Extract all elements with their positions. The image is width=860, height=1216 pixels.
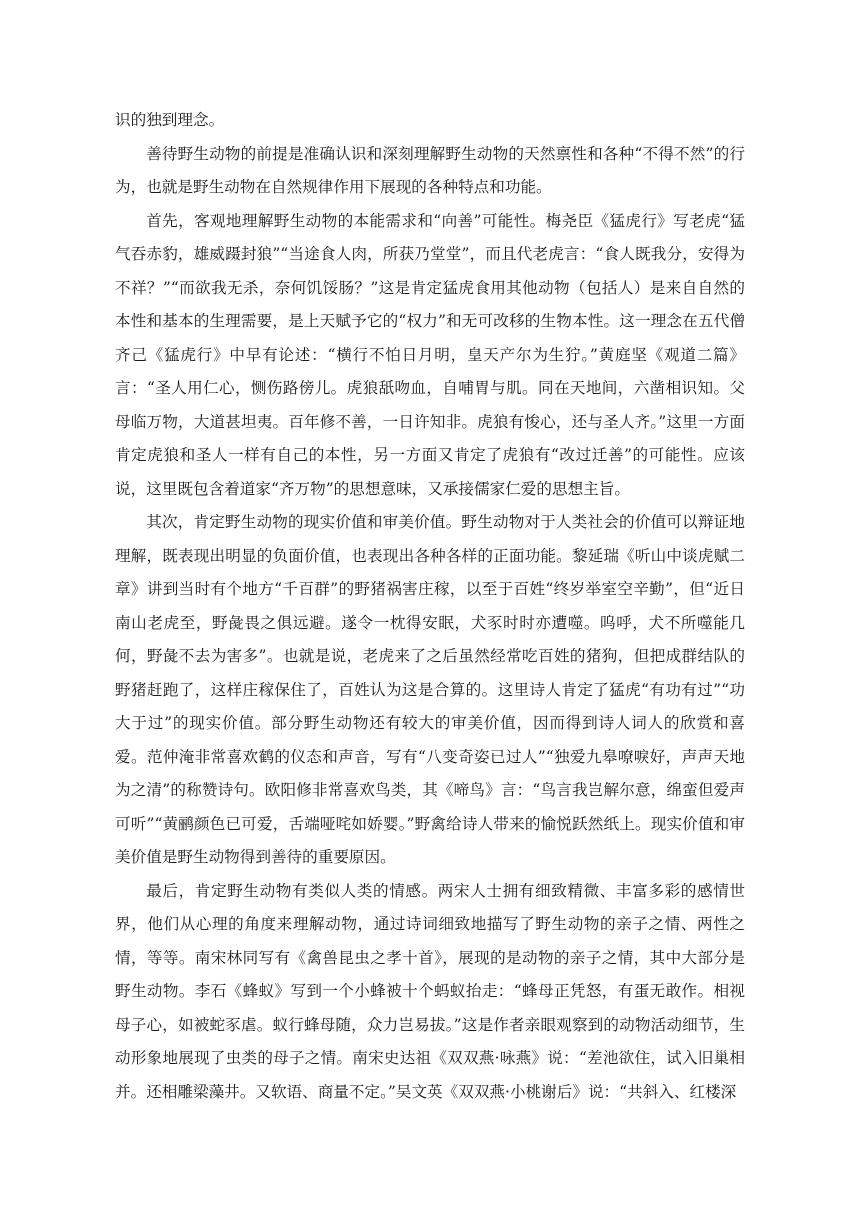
paragraph-1: 识的独到理念。 <box>115 111 225 129</box>
document-body <box>115 104 745 1109</box>
paragraph-3: 首先，客观地理解野生动物的本能需求和“向善”可能性。梅尧臣《猛虎行》写老虎“猛气吞赤豹，雄威蹑封狼”“当途食人肉，所获乃堂堂”，而且代老虎言：“食人既我分，安得为不祥？”“而欲我无杀，奈何饥馁肠？”这是肯定猛虎食用其他动物（包括人）是来自自然的本性和基本的生理需要，是上天赋予它的“权力”和无可改移的生物本性。这一理念在五代僧齐己《猛虎行》中早有论述：“横行不怕日月明，皇天产尔为生狞。”黄庭坚《观道二篇》言：“圣人用仁心，恻伤路傍儿。虎狼舐吻血，自哺胃与肌。同在天地间，六凿相识知。父母临万物，大道甚坦夷。百年修不善，一日许知非。虎狼有悛心，还与圣人齐。”这里一方面肯定虎狼和圣人一样有自己的本性，另一方面又肯定了虎狼有“改过迁善”的可能性。应该说，这里既包含着道家“齐万物”的思想意味，又承接儒家仁爱的思想主旨。 <box>115 211 745 498</box>
paragraph-2: 善待野生动物的前提是准确认识和深刻理解野生动物的天然禀性和各种“不得不然”的行为，也就是野生动物在自然规律作用下展现的各种特点和功能。 <box>115 144 745 196</box>
paragraph-5: 最后，肯定野生动物有类似人类的情感。两宋人士拥有细致精微、丰富多彩的感情世界，他们从心理的角度来理解动物，通过诗词细致地描写了野生动物的亲子之情、两性之情，等等。南宋林同写有《禽兽昆虫之孝十首》，展现的是动物的亲子之情，其中大部分是野生动物。李石《蜂蚁》写到一个小蜂被十个蚂蚁抬走：“蜂母正凭怒，有蛋无敢作。相视母子心，如被蛇豕虐。蚁行蜂母随，众力岂易拔。”这是作者亲眼观察到的动物活动细节，生动形象地展现了虫类的母子之情。南宋史达祖《双双燕·咏燕》说：“差池欲住，试入旧巢相并。还相雕梁藻井。又软语、商量不定。”吴文英《双双燕·小桃谢后》说：“共斜入、红楼深 <box>115 881 745 1101</box>
paragraph-4: 其次，肯定野生动物的现实价值和审美价值。野生动物对于人类社会的价值可以辩证地理解，既表现出明显的负面价值，也表现出各种各样的正面功能。黎延瑞《听山中谈虎赋二章》讲到当时有个地方“千百群”的野猪祸害庄稼，以至于百姓“终岁举室空辛勤”，但“近日南山老虎至，野彘畏之俱远避。遂令一枕得安眠，犬豕时时亦遭噬。呜呼，犬不所噬能几何，野彘不去为害多”。也就是说，老虎来了之后虽然经常吃百姓的猪狗，但把成群结队的野猪赶跑了，这样庄稼保住了，百姓认为这是合算的。这里诗人肯定了猛虎“有功有过”“功大于过”的现实价值。部分野生动物还有较大的审美价值，因而得到诗人词人的欣赏和喜爱。范仲淹非常喜欢鹤的仪态和声音，写有“八变奇姿已过人”“独爱九皋嘹唳好，声声天地为之清”的称赞诗句。欧阳修非常喜欢鸟类，其《啼鸟》言：“鸟言我岂解尔意，绵蛮但爱声可听”“黄鹂颜色已可爱，舌端哑咤如娇婴。”野禽给诗人带来的愉悦跃然纸上。现实价值和审美价值是野生动物得到善待的重要原因。 <box>115 513 745 866</box>
